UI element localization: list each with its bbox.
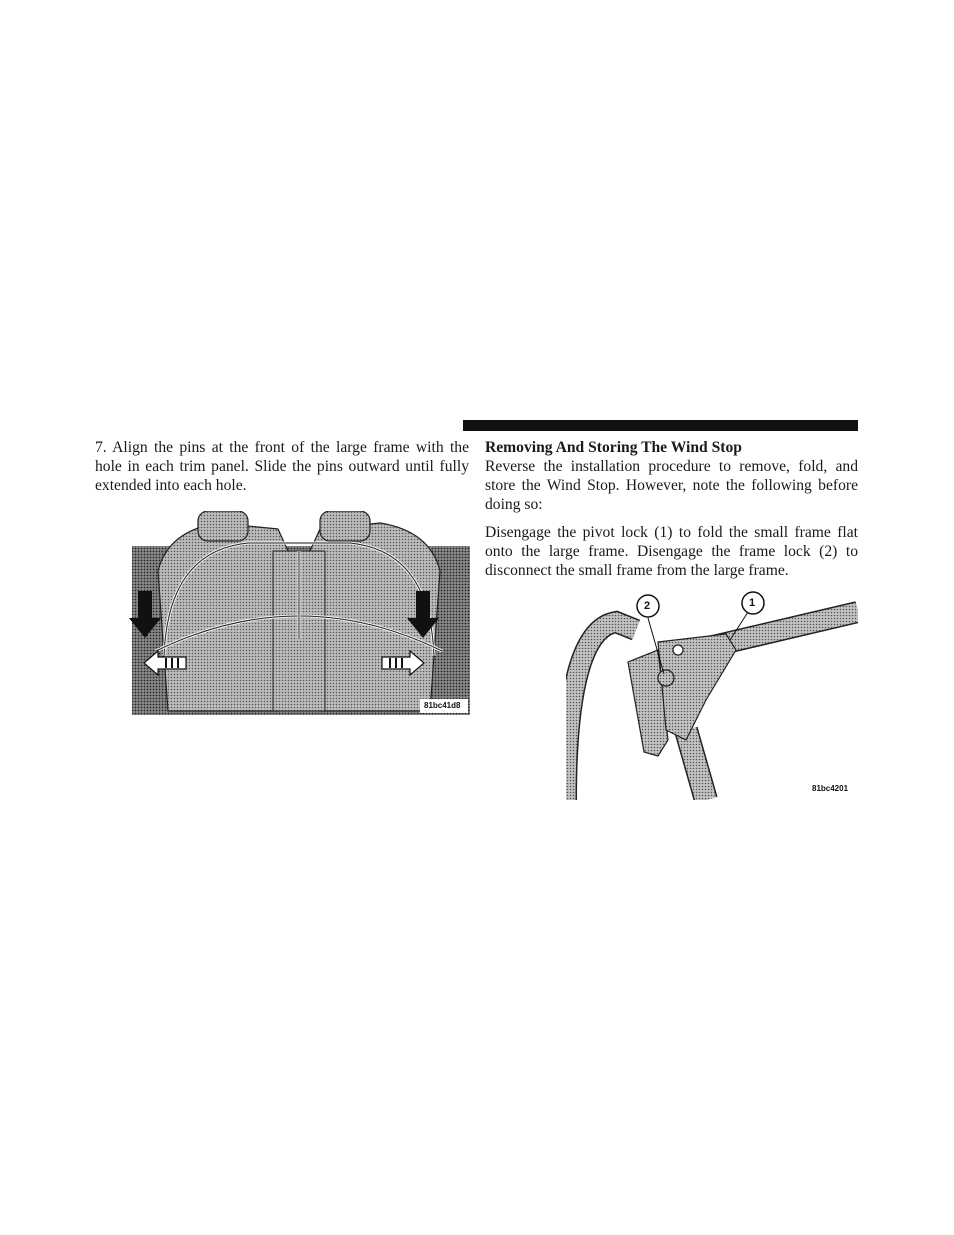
- callout-2-label: 2: [644, 600, 651, 612]
- section-heading: Removing And Storing The Wind Stop: [485, 439, 742, 456]
- figure1-code: 81bc41d8: [424, 701, 461, 710]
- figure2-code: 81bc4201: [812, 784, 849, 793]
- seat-frame-drawing: [128, 511, 470, 715]
- intro-paragraph: Reverse the installation procedure to remove, fold, and store the Wind Stop. However, note the following before doing so:: [485, 458, 858, 513]
- locks-paragraph: Disengage the pivot lock (1) to fold the small frame flat onto the large frame. Disengage the frame lock (2) to disconnect the small frame from the large frame.: [485, 524, 858, 579]
- right-column: [485, 438, 858, 580]
- left-column: [95, 438, 469, 495]
- section-rule: [463, 420, 858, 431]
- callout-1-label: 1: [749, 597, 756, 609]
- seat-frame-illustration: [128, 511, 470, 715]
- lock-detail-illustration: [566, 590, 858, 800]
- lock-detail-drawing: [566, 590, 858, 800]
- step-7-text: 7. Align the pins at the front of the large frame with the hole in each trim panel. Slide the pins outward until fully extended into each hole.: [95, 439, 469, 494]
